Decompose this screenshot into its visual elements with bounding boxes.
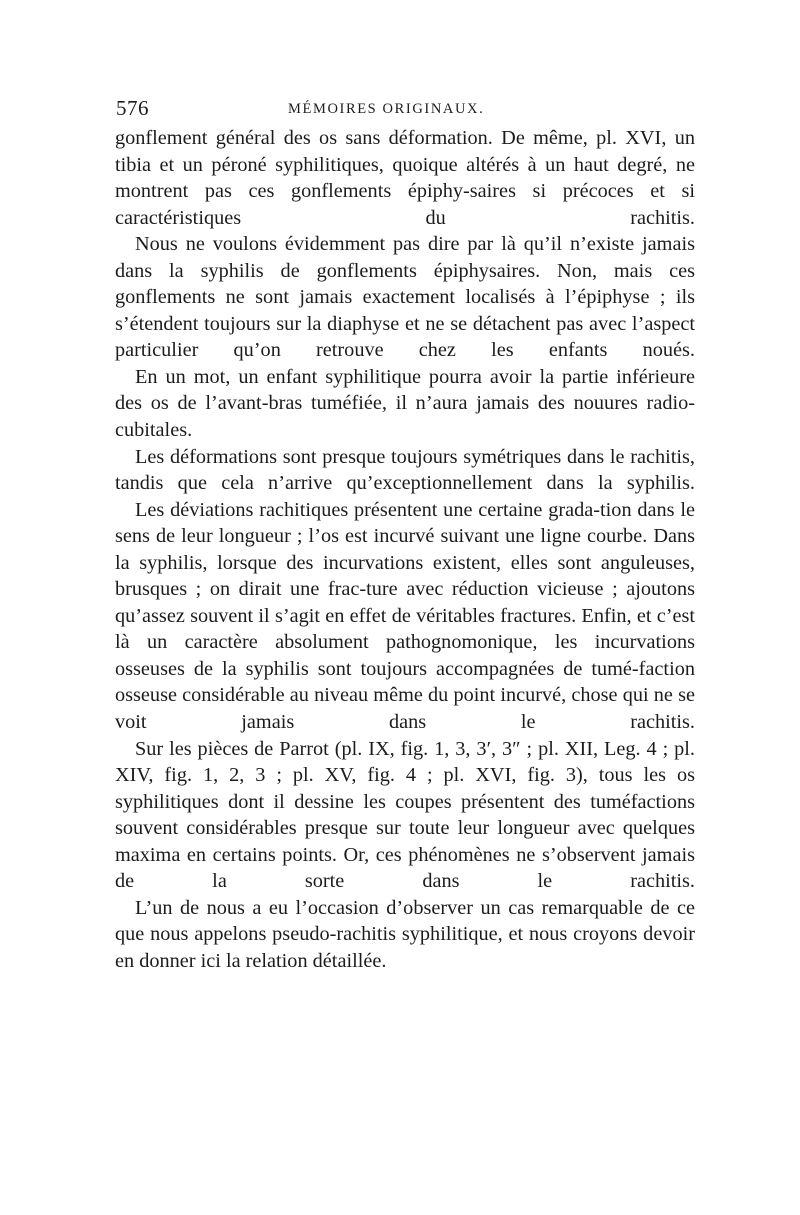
paragraph-2: Nous ne voulons évidemment pas dire par là qu’il n’existe jamais dans la syphilis de gonflements épiphysaires. Non, mais ces gonflements ne sont jamais exactement localisés à l’épiphyse ; ils s’étendent toujours sur la diaphyse et ne se détachent pas avec l’aspect particulier qu’on retrouve chez les enfants noués. (115, 233, 695, 362)
paragraph-6: Sur les pièces de Parrot (pl. IX, fig. 1, 3, 3′, 3″ ; pl. XII, Leg. 4 ; pl. XIV, fig. 1, 2, 3 ; pl. XV, fig. 4 ; pl. XVI, fig. 3), tous les os syphilitiques dont il dessine les coupes présentent des tuméfactions souvent considérables presque sur toute leur longueur avec quelques maxima en certains points. Or, ces phénomènes ne s’observent jamais de la sorte dans le rachitis. (115, 737, 695, 893)
paragraph-7: L’un de nous a eu l’occasion d’observer un cas remarquable de ce que nous appelons pseudo-rachitis syphilitique, et nous croyons devoir en donner ici la relation détaillée. (115, 896, 695, 972)
body-text (115, 125, 695, 975)
paragraph-1: gonflement général des os sans déformation. De même, pl. XVI, un tibia et un péroné syphilitiques, quoique altérés à un haut degré, ne montrent pas ces gonflements épiphy-saires si précoces et si caractéristiques du rachitis. (115, 127, 695, 229)
running-head (116, 96, 696, 126)
paragraph-3: En un mot, un enfant syphilitique pourra avoir la partie inférieure des os de l’avant-bras tuméfiée, il n’aura jamais des nouures radio-cubitales. (115, 365, 695, 442)
running-title: MÉMOIRES ORIGINAUX. (288, 101, 485, 117)
paragraph-5: Les déviations rachitiques présentent une certaine grada-tion dans le sens de leur longueur ; l’os est incurvé suivant une ligne courbe. Dans la syphilis, lorsque des incurvations existent, elles sont anguleuses, brusques ; on dirait une frac-ture avec réduction vicieuse ; ajoutons qu’assez souvent il s’agit en effet de véritables fractures. Enfin, et c’est là un caractère absolument pathognomonique, les incurvations osseuses de la syphilis sont toujours accompagnées de tumé-faction osseuse considérable au niveau même du point incurvé, chose qui ne se voit jamais dans le rachitis. (115, 498, 695, 734)
page-number: 576 (116, 96, 149, 120)
paragraph-4: Les déformations sont presque toujours symétriques dans le rachitis, tandis que cela n’arrive qu’exceptionnellement dans la syphilis. (115, 445, 695, 495)
